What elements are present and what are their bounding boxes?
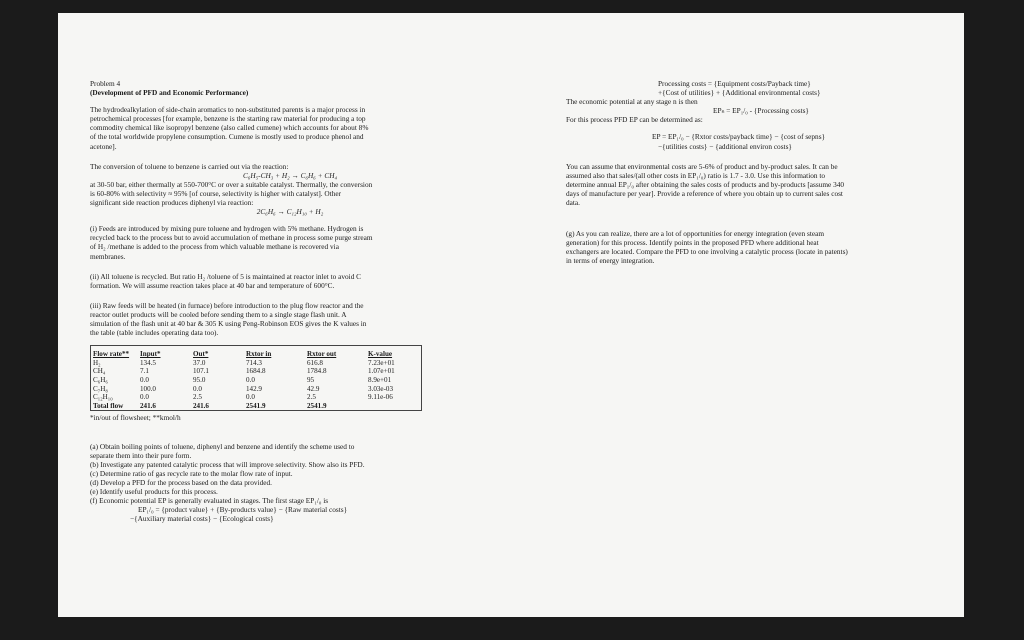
problem-title: Problem 4: [90, 79, 121, 88]
table-cell: [366, 402, 421, 411]
table-cell: 2541.9: [307, 401, 327, 410]
ep-equation: −{Auxiliary material costs} − {Ecological costs}: [130, 514, 274, 524]
item-i-line: membranes.: [90, 251, 126, 261]
intro-line: of the total worldwide propylene consumption. Cumene is mostly used to produce phenol and: [90, 132, 364, 142]
table-row: [91, 376, 421, 385]
table-cell: 241.6: [193, 401, 209, 410]
table-cell: 7.1: [140, 367, 149, 376]
ep-pfd-eq: EP = EP₁/₀ − {Rxtor costs/payback time} − {cost of sepns}: [652, 132, 826, 142]
table-cell: 42.9: [307, 384, 320, 393]
table-cell: 714.3: [246, 358, 262, 367]
table-cell: 142.9: [246, 384, 262, 393]
table-header: Rxtor in: [246, 350, 272, 359]
question-a: separate them into their pure form.: [90, 450, 192, 460]
table-cell: 95.0: [193, 375, 206, 384]
conversion-line: at 30-50 bar, either thermally at 550-700°C or over a suitable catalyst. Thermally, the conversion: [90, 179, 373, 189]
table-cell: 0.0: [246, 375, 255, 384]
table-cell: 0.0: [140, 393, 149, 402]
table-header-row: [91, 350, 421, 359]
table-cell: 8.9e+01: [368, 375, 392, 384]
table-footnote: *in/out of flowsheet; **kmol/h: [90, 413, 181, 423]
left-column: [90, 79, 490, 523]
table-cell: 616.8: [307, 358, 323, 367]
question-g: in terms of energy integration.: [566, 256, 655, 266]
question-g: exchangers are located. Compare the PFD to one involving a catalytic process (locate in patents): [566, 247, 848, 257]
table-cell: 1784.8: [307, 367, 327, 376]
item-i-line: (i) Feeds are introduced by mixing pure toluene and hydrogen with 5% methane. Hydrogen is: [90, 224, 364, 234]
table-cell: 95: [307, 375, 315, 384]
env-costs-line: data.: [566, 198, 580, 208]
question-f: (f) Economic potential EP is generally evaluated in stages. The first stage EP₁/₀ is: [90, 496, 329, 506]
item-i-line: recycled back to the process but to avoid accumulation of methane in process some purge stream: [90, 233, 373, 243]
question-d: (d) Develop a PFD for the process based on the data provided.: [90, 477, 272, 487]
ep-pfd-eq: −{utilities costs} − {additional environ costs}: [658, 141, 792, 151]
table-header: K-value: [368, 350, 393, 359]
intro-line: The hydrodealkylation of side-chain aromatics to non-substituted parents is a major process in: [90, 105, 366, 115]
side-reaction: 2C₆H₆ → C₁₂H₁₀ + H₂: [256, 207, 324, 217]
table-row: [91, 359, 421, 368]
question-c: (c) Determine ratio of gas recycle rate to the molar flow rate of input.: [90, 468, 293, 478]
table-header: Input*: [140, 350, 161, 359]
item-i-line: of H₂ /methane is added to the process from which valuable methane is recovered via: [90, 242, 339, 252]
env-costs-line: assumed also that sales/(all other costs in EP₁/₀) ratio is 1.7 - 3.0. Use this information to: [566, 170, 826, 180]
table-header: Rxtor out: [307, 350, 337, 359]
table-header: Flow rate**: [93, 350, 130, 359]
ep-stage-eq: EPₙ = EP₁/₀ - {Processing costs}: [713, 106, 809, 116]
table-cell: 37.0: [193, 358, 206, 367]
document-page: [58, 13, 964, 617]
problem-subtitle: (Development of PFD and Economic Performance): [90, 88, 249, 98]
table-cell: 2.5: [193, 393, 202, 402]
ep-pfd-text: For this process PFD EP can be determined as:: [566, 115, 703, 125]
right-column: [566, 79, 946, 266]
table-cell: 9.11e-06: [368, 393, 393, 402]
conversion-line: is 60-80% with selectivity ≈ 95% [of course, selectivity is higher with catalyst]. Other: [90, 188, 342, 198]
table-total-row: [91, 402, 421, 411]
table-row: [91, 367, 421, 376]
intro-line: acetone].: [90, 141, 117, 151]
ep-equation: EP₁/₀ = {product value} + {By-products value} − {Raw material costs}: [138, 505, 348, 515]
item-iii-line: (iii) Raw feeds will be heated (in furnace) before introduction to the plug flow reactor and the: [90, 300, 364, 310]
table-cell: C₁₂H₁₀: [93, 393, 113, 402]
table-cell: 2.5: [307, 393, 316, 402]
table-cell: Total flow: [93, 401, 124, 410]
table-cell: 3.03e-03: [368, 384, 394, 393]
table-cell: 107.1: [193, 367, 209, 376]
conversion-line: significant side reaction produces diphenyl via reaction:: [90, 198, 254, 208]
item-ii-line: formation. We will assume reaction takes place at 40 bar and temperature of 600°C.: [90, 280, 335, 290]
table-cell: 0.0: [140, 375, 149, 384]
table-cell: 7.23e+01: [368, 358, 395, 367]
table-cell: 0.0: [246, 393, 255, 402]
table-cell: C₇H₈: [93, 384, 108, 393]
processing-costs-eq: +{Cost of utilities} + {Additional environmental costs}: [658, 88, 821, 98]
table-header: Out*: [193, 350, 209, 359]
intro-line: petrochemical processes [for example, benzene is the starting raw material for producing a top: [90, 114, 366, 124]
env-costs-line: determine annual EP₁/₀ after obtaining the sales costs of products and by-products [assume 340: [566, 179, 845, 189]
item-iii-line: simulation of the flash unit at 40 bar & 305 K using Peng-Robinson EOS gives the K values in: [90, 318, 367, 328]
table-cell: H₂: [93, 358, 101, 367]
table-cell: C₆H₆: [93, 375, 108, 384]
item-iii-line: the table (table includes operating data too).: [90, 328, 219, 338]
table-cell: 2541.9: [246, 401, 266, 410]
table-cell: 1684.8: [246, 367, 266, 376]
table-cell: 1.07e+01: [368, 367, 395, 376]
question-e: (e) Identify useful products for this process.: [90, 486, 218, 496]
table-cell: 100.0: [140, 384, 156, 393]
table-row: [91, 393, 421, 402]
question-g: generation) for this process. Identify points in the proposed PFD where additional heat: [566, 238, 819, 248]
main-reaction: C₆H₅-CH₃ + H₂ → C₆H₆ + CH₄: [242, 170, 338, 180]
intro-line: commodity chemical like isopropyl benzene (also called cumene) which accounts for about 8%: [90, 123, 369, 133]
ep-stage-text: The economic potential at any stage n is then: [566, 97, 698, 107]
table-cell: 241.6: [140, 401, 156, 410]
table-cell: CH₄: [93, 367, 106, 376]
env-costs-line: days of manufacture per year]. Provide a reference of where you obtain up to current sales cost: [566, 188, 843, 198]
table-cell: 0.0: [193, 384, 202, 393]
env-costs-line: You can assume that environmental costs are 5-6% of product and by-product sales. It can be: [566, 161, 838, 171]
question-g: (g) As you can realize, there are a lot of opportunities for energy integration (even steam: [566, 229, 824, 239]
conversion-line: The conversion of toluene to benzene is carried out via the reaction:: [90, 161, 289, 171]
item-iii-line: reactor outlet products will be cooled before sending them to a single stage flash unit. A: [90, 309, 347, 319]
processing-costs-eq: Processing costs = {Equipment costs/Payback time}: [658, 79, 811, 88]
table-cell: 134.5: [140, 358, 156, 367]
flow-data-table: [90, 345, 422, 411]
question-b: (b) Investigate any patented catalytic process that will improve selectivity. Show also its PFD.: [90, 459, 365, 469]
table-row: [91, 385, 421, 394]
question-a: (a) Obtain boiling points of toluene, diphenyl and benzene and identify the scheme used to: [90, 441, 355, 451]
item-ii-line: (ii) All toluene is recycled. But ratio H₂ /toluene of 5 is maintained at reactor inlet to avoid C: [90, 271, 362, 281]
